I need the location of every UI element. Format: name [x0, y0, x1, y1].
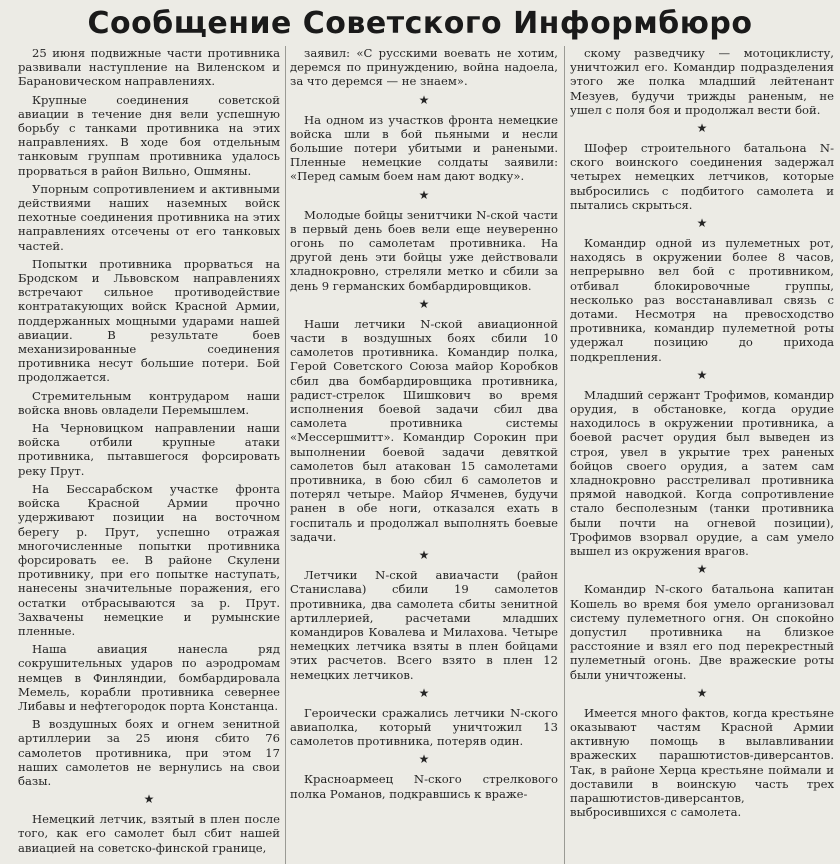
star-separator: ★ [696, 367, 708, 382]
paragraph: В воздушных боях и огнем зенитной артиллерии за 25 июня сбито 76 самолетов противника, при этом 17 наших самолетов не вернулись на свои базы. [18, 717, 280, 788]
star-separator: ★ [418, 548, 430, 563]
paragraph: Летчики N-ской авиачасти (район Станислава) сбили 19 самолетов противника, два самолета сбиты зенитной артиллерией, расчетами младших командиров Ковалева и Милахова. Четыре немецких летчика взяты в плен бойцами этих расчетов. Всего взято в плен 12 немецких летчиков. [290, 568, 558, 682]
paragraph: Командир одной из пулеметных рот, находясь в окружении более 8 часов, непрерывно вел бой с противником, отбивал блокировочные группы, несколько раз восстанавливал связь с дотами. Несмотря на превосходство противника, командир пулеметной роты удержал позицию до прихода подкрепления. [570, 236, 834, 364]
column-3 [570, 46, 834, 864]
paragraph: Стремительным контрударом наши войска вновь овладели Перемышлем. [18, 388, 280, 417]
paragraph: Попытки противника прорваться на Бродском и Львовском направлениях встречают сильное противодействие контратакующих войск Красной Армии, поддержанных мощными ударами нашей авиации. В результате боев механизированные соединения противника несут большие потери. Бой продолжается. [18, 256, 280, 385]
paragraph: Наша авиация нанесла ряд сокрушительных ударов по аэродромам немцев в Финляндии, бомбардировала Мемель, корабли противника севернее Либавы и нефтегородок порта Констанца. [18, 642, 280, 713]
paragraph: Красноармеец N-ского стрелкового полка Романов, подкравшись к враже- [290, 772, 558, 801]
paragraph: Немецкий летчик, взятый в плен после того, как его самолет был сбит нашей авиацией на советско-финской границе, [18, 812, 280, 855]
star-separator: ★ [696, 216, 708, 231]
article-body [18, 46, 834, 864]
paragraph: Молодые бойцы зенитчики N-ской части в первый день боев вели еще неуверенно огонь по самолетам противника. На другой день эти бойцы уже действовали хладнокровно, стреляли метко и сбили за день 9 германских бомбардировщиков. [290, 207, 558, 293]
star-separator: ★ [143, 792, 155, 807]
paragraph: Крупные соединения советской авиации в течение дня вели успешную борьбу с танками противника на этих направлениях. В ходе боя отдельным танковым группам противника удалось прорваться в район Вильно, Ошмяны. [18, 92, 280, 178]
column-1 [18, 46, 280, 864]
star-separator: ★ [696, 121, 708, 136]
star-separator: ★ [418, 296, 430, 311]
page-title: Сообщение Советского Информбюро [87, 6, 753, 41]
column-2 [290, 46, 558, 864]
paragraph: Имеется много фактов, когда крестьяне оказывают частям Красной Армии активную помощь в вылавливании вражеских парашютистов-диверсантов. Так, в районе Херца крестьяне поймали и доставили в воинскую часть трех парашютистов-диверсантов, выбросившихся с самолета. [570, 705, 834, 820]
paragraph: Наши летчики N-ской авиационной части в воздушных боях сбили 10 самолетов противника. Командир полка, Герой Советского Союза майор Коробков сбил два бомбардировщика противника, радист-стрелок Шишкович во время исполнения боевой задачи сбил два самолета противника системы «Мессершмитт». Командир Сорокин при выполнении боевой задачи девяткой самолетов был атакован 15 самолетами противника, в бою сбил 6 самолетов и потерял четыре. Майор Ячменев, будучи ранен в обе ноги, отказался ехать в госпиталь и продолжал выполнять боевые задачи. [290, 316, 558, 544]
star-separator: ★ [418, 685, 430, 700]
column-divider [285, 46, 286, 864]
column-divider [564, 46, 565, 864]
paragraph: На Черновицком направлении наши войска отбили крупные атаки противника, пытавшегося форсировать реку Прут. [18, 421, 280, 478]
paragraph: Упорным сопротивлением и активными действиями наших наземных войск пехотные соединения противника на этих направлениях отсечены от его танковых частей. [18, 181, 280, 253]
star-separator: ★ [418, 752, 430, 767]
paragraph: Героически сражались летчики N-ского авиаполка, который уничтожил 13 самолетов противника, потеряв один. [290, 705, 558, 749]
star-separator: ★ [418, 92, 430, 107]
paragraph: 25 июня подвижные части противника развивали наступление на Виленском и Барановическом направлениях. [18, 46, 280, 89]
paragraph: На Бессарабском участке фронта войска Красной Армии прочно удерживают позиции на восточном берегу р. Прут, успешно отражая многочисленные попытки противника форсировать ее. В районе Скулени противнику, при его попытке наступать, нанесены значительные поражения, его остатки отбрасываются за р. Прут. Захвачены немецкие и румынские пленные. [18, 481, 280, 638]
paragraph: На одном из участков фронта немецкие войска шли в бой пьяными и несли большие потери убитыми и ранеными. Пленные немецкие солдаты заявили: «Перед самым боем нам дают водку». [290, 112, 558, 184]
paragraph: Младший сержант Трофимов, командир орудия, в обстановке, когда орудие находилось в окружении противника, а боевой расчет орудия был выведен из строя, увел в укрытие трех раненых бойцов своего орудия, а затем сам хладнокровно расстреливал противника прямой наводкой. Когда сопротивление стало бесполезным (танки противника были почти на огневой позиции), Трофимов взорвал орудие, а сам умело вышел из окружения врагов. [570, 387, 834, 559]
paragraph: Командир N-ского батальона капитан Кошель во время боя умело организовал систему пулеметного огня. Он спокойно допустил противника на близкое расстояние и взял его под перекрестный пулеметный огонь. Две вражеские роты были уничтожены. [570, 582, 834, 682]
paragraph: скому разведчику — мотоциклисту, уничтожил его. Командир подразделения этого же полка младший лейтенант Мезуев, будучи трижды раненым, не ушел с поля боя и продолжал вести бой. [570, 46, 834, 117]
star-separator: ★ [696, 562, 708, 577]
paragraph: Шофер строительного батальона N-ского воинского соединения задержал четырех немецких летчиков, которые выбросились с подбитого самолета и пытались скрыться. [570, 141, 834, 212]
paragraph: заявил: «С русскими воевать не хотим, деремся по принуждению, война надоела, за что деремся — не знаем». [290, 46, 558, 89]
star-separator: ★ [696, 685, 708, 700]
star-separator: ★ [418, 187, 430, 202]
